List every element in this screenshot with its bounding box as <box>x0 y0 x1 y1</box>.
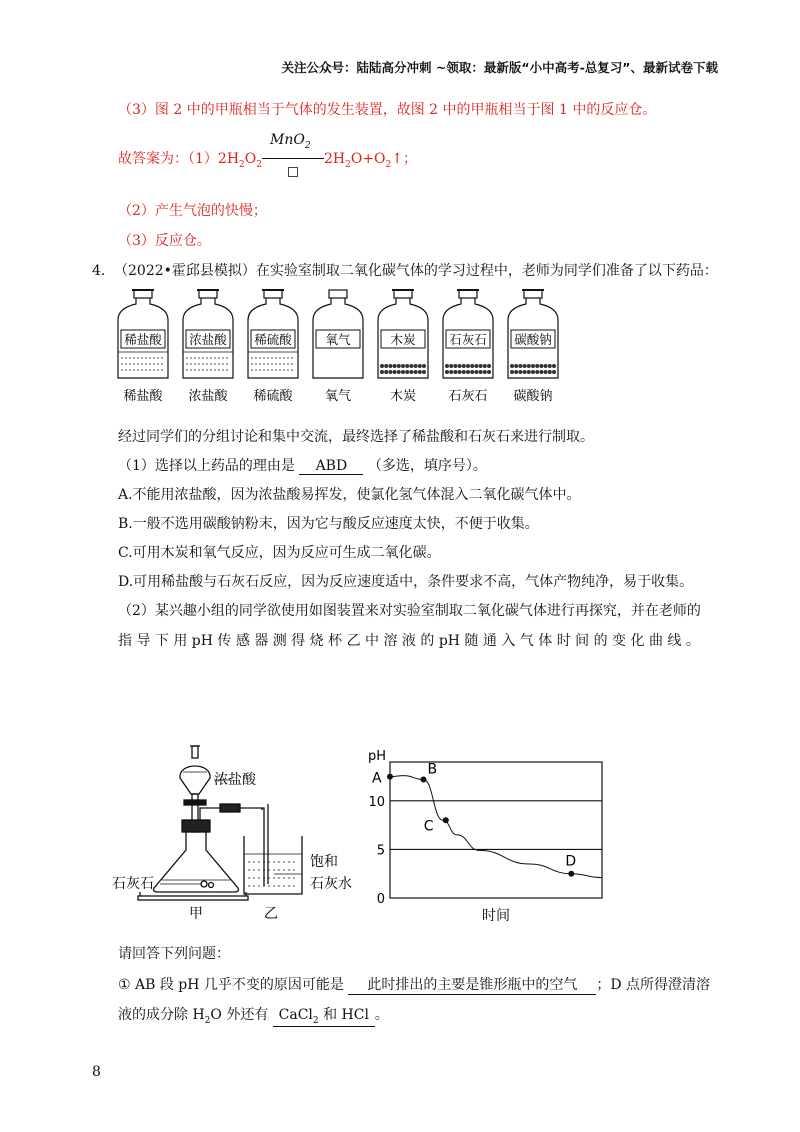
apparatus-diagram <box>112 738 362 923</box>
q2-line-2: 指 导 下 用 pH 传 感 器 测 得 烧 杯 乙 中 溶 液 的 pH 随 通 入 气 体 时 间 的 变 化 曲 线 。 <box>118 633 700 649</box>
point-label: A <box>372 770 382 787</box>
y-tick-label: 5 <box>376 843 385 859</box>
q2-line-1: （2）某兴趣小组的同学欲使用如图装置来对实验室制取二氧化碳气体进行再探究，并在老师的 <box>118 603 701 619</box>
answer-line-2: （2）产生气泡的快慢； <box>118 203 267 219</box>
data-point <box>568 871 574 877</box>
point-label: D <box>565 853 577 870</box>
page-header: 关注公众号：陆陆高分冲刺 ~领取：最新版“小中高考-总复习”、最新试卷下载 <box>281 60 718 75</box>
option-c: C.可用木炭和氧气反应，因为反应可生成二氧化碳。 <box>118 545 441 561</box>
data-point <box>420 776 426 782</box>
reagent-bottle <box>443 290 493 378</box>
solution-label-1: 饱和 <box>310 854 338 870</box>
bottle-caption: 浓盐酸 <box>188 389 228 404</box>
beaker <box>244 836 302 894</box>
bottle-caption: 稀盐酸 <box>123 389 163 404</box>
page-number: 8 <box>92 1064 101 1080</box>
reagent-bottle <box>313 290 363 378</box>
bottle-label: 碳酸钠 <box>514 332 552 347</box>
plot-frame <box>390 762 602 898</box>
option-b: B.一般不选用碳酸钠粉末，因为它与酸反应速度太快，不便于收集。 <box>118 516 539 532</box>
rubber-tube <box>220 804 240 812</box>
acid-label: 浓盐酸 <box>214 772 256 788</box>
reagent-bottle <box>118 290 168 378</box>
q1-line: （1）选择以上药品的理由是 ABD （多选，填序号）。 <box>118 458 487 474</box>
answer-2-line: 液的成分除 $H_2O$ 外还有 CaCl$_2$ 和 HCl 。 <box>118 1004 389 1027</box>
point-label: B <box>427 761 438 778</box>
reagent-bottle <box>508 290 558 378</box>
bottle-label: 浓盐酸 <box>189 332 227 347</box>
q1-answer: ABD <box>299 458 363 475</box>
reagent-bottle <box>378 290 428 378</box>
bottle-caption: 稀硫酸 <box>253 389 293 404</box>
answer-conclusion: 故答案为：$(1)2H_2O_2$ MnO$_2$ $2H_2O+O_2↑$； <box>118 148 417 170</box>
flask-label: 甲 <box>189 906 203 922</box>
bottle-label: 氧气 <box>325 332 351 347</box>
discussion-text: 经过同学们的分组讨论和集中交流，最终选择了稀盐酸和石灰石来进行制取。 <box>118 429 594 445</box>
solid-label: 石灰石 <box>112 876 154 892</box>
bottle-label: 稀硫酸 <box>254 332 292 347</box>
placeholder-box-icon <box>288 167 298 177</box>
beaker-label: 乙 <box>264 906 278 922</box>
bottle-label: 石灰石 <box>449 332 487 347</box>
question-stem: （2022•霍邱县模拟）在实验室制取二氧化碳气体的学习过程中，老师为同学们准备了以下药品： <box>114 263 718 279</box>
ph-chart <box>360 742 610 927</box>
funnel-bulb <box>180 766 210 794</box>
bottle-label: 木炭 <box>390 332 416 347</box>
solution-label-2: 石灰水 <box>310 876 352 892</box>
reagent-bottles <box>110 286 570 412</box>
x-axis-label: 时间 <box>482 908 510 924</box>
conical-flask <box>154 832 239 892</box>
stand-base <box>138 896 248 900</box>
funnel-neck <box>192 746 198 758</box>
answer-2-blank: CaCl$_2$ 和 HCl <box>273 1004 375 1027</box>
stopcock <box>184 800 206 805</box>
data-point <box>443 817 449 823</box>
answer-line-3: （3）图 2 中的甲瓶相当于气体的发生装置，故图 2 中的甲瓶相当于图 1 中的反应仓。 <box>118 102 657 118</box>
bottle-caption: 木炭 <box>389 389 417 404</box>
y-tick-label: 10 <box>368 794 385 810</box>
reagent-bottle <box>248 290 298 378</box>
data-point <box>387 774 393 780</box>
y-tick-label: 0 <box>376 892 385 907</box>
answer-1-line: ① AB 段 pH 几乎不变的原因可能是 此时排出的主要是锥形瓶中的空气 ；D 点所得澄清溶 <box>118 974 710 995</box>
option-a: A.不能用浓盐酸，因为浓盐酸易挥发，使氯化氢气体混入二氧化碳气体中。 <box>118 487 581 503</box>
bottle-caption: 石灰石 <box>448 389 488 404</box>
followup-text: 请回答下列问题： <box>118 946 230 962</box>
bottle-label: 稀盐酸 <box>124 332 162 347</box>
answer-line-3b: （3）反应仓。 <box>118 233 211 249</box>
point-label: C <box>423 818 434 835</box>
reaction-arrow <box>262 132 324 159</box>
flask-stopper <box>182 820 210 832</box>
question-number: 4． <box>92 263 115 279</box>
answer-1-blank: 此时排出的主要是锥形瓶中的空气 <box>348 974 596 995</box>
bottle-caption: 氧气 <box>324 389 352 404</box>
catalyst-label: MnO$_2$ <box>269 132 311 151</box>
bottle-caption: 碳酸钠 <box>513 389 553 404</box>
reagent-bottle <box>183 290 233 378</box>
option-d: D.可用稀盐酸与石灰石反应，因为反应速度适中，条件要求不高，气体产物纯净，易于收集。 <box>118 574 694 590</box>
y-axis-label: pH <box>368 749 387 764</box>
